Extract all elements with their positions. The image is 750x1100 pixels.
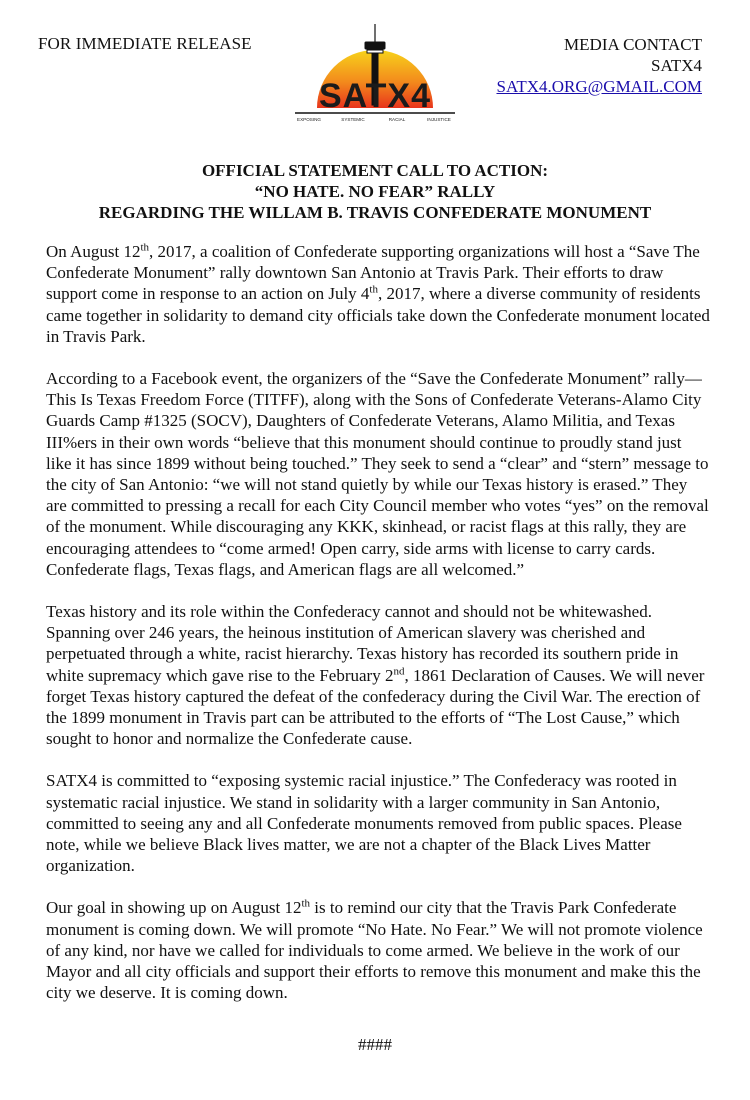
text-span: Our goal in showing up on August 12 [46, 898, 302, 918]
satx4-logo [287, 20, 463, 126]
paragraph-1 [46, 241, 711, 347]
tagline-word: RACIAL [388, 117, 406, 122]
ordinal-suffix: th [140, 241, 150, 254]
end-mark: #### [358, 1035, 392, 1054]
media-contact-email-link[interactable]: SATX4.ORG@GMAIL.COM [496, 77, 702, 96]
logo-text: SATX4 [318, 77, 432, 115]
tagline-word: EXPOSING [297, 117, 321, 122]
paragraph-2: According to a Facebook event, the organizers of the “Save the Confederate Monument” rally—This Is Texas Freedom Force (TITFF), along with the Sons of Confederate Veterans-Alamo City Guards Camp #1325 (SOCV), Daughters of Confederate Veterans, Alamo Militia, and Texas III%ers in their own words “believe that this monument should continue to proudly stand just like it has since 1899 without being touched.” They seek to send a “clear” and “stern” message to the city of San Antonio: “we will not stand quietly by while our Texas history is erased.” They are committed to pressing a recall for each City Council member who votes “yes” on the removal of the monument. While discouraging any KKK, skinhead, or racist flags at this rally, they are encouraging attendees to “come armed! Open carry, side arms with license to carry cards. Confederate flags, Texas flags, and American flags are all welcomed.” [46, 369, 709, 579]
monument-title: REGARDING THE WILLAM B. TRAVIS CONFEDERATE MONUMENT [98, 203, 652, 222]
text-span: is to remind our city that the Travis Park Confederate monument is coming down. We will promote “No Hate. No Fear.” We will not promote violence of any kind, nor have we called for individuals to come armed. We believe in the work of our Mayor and all city officials and support their efforts to remove this monument and make this the city we deserve. It is coming down. [46, 898, 703, 1003]
statement-title-block [0, 160, 750, 223]
statement-body [46, 241, 711, 1025]
media-contact [496, 34, 702, 97]
tagline-word: SYSTEMIC [341, 117, 365, 122]
statement-title: OFFICIAL STATEMENT CALL TO ACTION: [201, 161, 549, 180]
paragraph-3 [46, 601, 711, 749]
paragraph-4: SATX4 is committed to “exposing systemic racial injustice.” The Confederacy was rooted in systematic racial injustice. We stand in solidarity with a larger community in San Antonio, committed to seeing any and all Confederate monuments removed from public spaces. Please note, while we believe Black lives matter, we are not a chapter of the Black Lives Matter organization. [46, 771, 682, 876]
paragraph-5 [46, 897, 711, 1003]
text-span: On August 12 [46, 242, 141, 261]
text-span: , 1861 Declaration of Causes. We will never forget Texas history captured the defeat of the confederacy during the Civil War. The erection of the 1899 monument in Travis part can be attributed to the efforts of “The Lost Cause,” which sought to honor and normalize the Confederate cause. [46, 665, 705, 749]
tagline-word: INJUSTICE [427, 117, 451, 122]
rally-title: “NO HATE. NO FEAR” RALLY [254, 182, 496, 201]
ordinal-suffix: nd [393, 665, 405, 677]
ordinal-suffix: th [369, 283, 378, 296]
media-contact-label: MEDIA CONTACT [564, 35, 702, 54]
text-span: Texas history and its role within the Confederacy cannot and should not be whitewashed. Spanning over 246 years, the heinous institution of American slavery was cherished and perpetuated through a white, racist hierarchy. Texas history has recorded its southern pride in white supremacy which gave rise to the February 2 [46, 602, 679, 685]
text-span: , 2017, a coalition of Confederate supporting organizations will host a “Save The Confederate Monument” rally downtown San Antonio at Travis Park. Their efforts to draw support come in response to an action on July 4 [46, 242, 700, 304]
ordinal-suffix: th [301, 897, 311, 910]
release-label: FOR IMMEDIATE RELEASE [38, 34, 252, 53]
text-span: , 2017, where a diverse community of residents came together in solidarity to demand city officials take down the Confederate monument located in Travis Park. [46, 284, 710, 346]
media-contact-org: SATX4 [650, 56, 702, 75]
